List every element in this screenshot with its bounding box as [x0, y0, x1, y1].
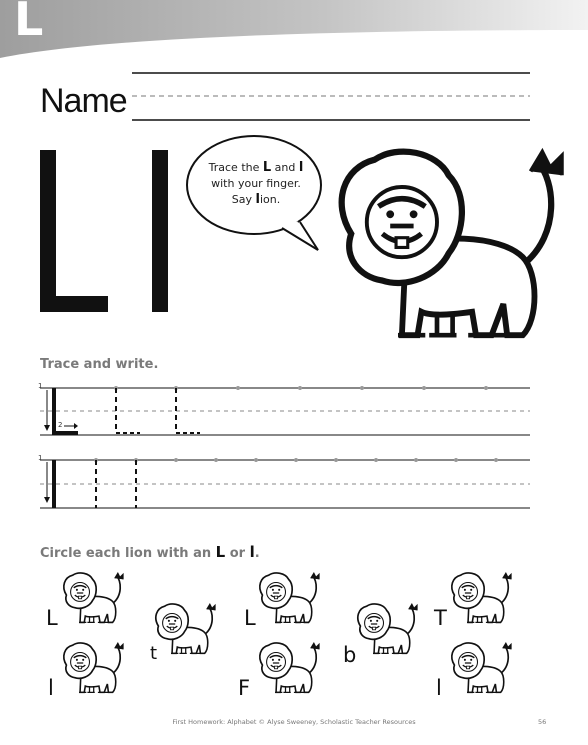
lion-illustration: [342, 152, 562, 336]
row2-step1-number: 1: [38, 454, 43, 462]
circle-title-pre: Circle each lion with an: [40, 546, 216, 561]
circle-title-or: or: [225, 546, 250, 561]
lion-option[interactable]: [430, 640, 518, 704]
trace-row-2-write-area[interactable]: [40, 458, 530, 510]
circle-title-end: .: [254, 546, 260, 561]
lion-option-letter: L: [244, 606, 256, 630]
lion-option-letter: b: [343, 643, 357, 667]
header-letter: L: [14, 0, 44, 46]
bubble-line1-lower: l: [298, 160, 304, 175]
lion-option-letter: L: [46, 606, 58, 630]
lion-option-letter: l: [436, 676, 442, 700]
speech-bubble-text: [198, 160, 314, 208]
lion-option[interactable]: [340, 600, 426, 670]
page-number: 56: [538, 718, 547, 726]
bubble-line3-post: ion.: [259, 193, 281, 206]
bubble-line3-letter: l: [255, 192, 260, 207]
big-lowercase-letter: [152, 150, 168, 312]
lion-option[interactable]: [146, 600, 230, 670]
lion-option-letter: l: [48, 676, 54, 700]
big-uppercase-letter: [40, 150, 56, 310]
row1-step1-number: 1: [38, 382, 43, 390]
circle-title-lower: l: [249, 543, 255, 561]
lion-option[interactable]: [42, 640, 128, 704]
row1-step2-number: 2: [58, 421, 63, 429]
bubble-line3-pre: Say: [231, 193, 256, 206]
big-uppercase-letter-foot: [40, 296, 108, 312]
name-label: Name: [40, 82, 127, 120]
bubble-line2: with your finger.: [211, 177, 301, 190]
lion-option[interactable]: [240, 570, 326, 634]
lion-option-letter: T: [434, 606, 447, 630]
header-band: [0, 0, 588, 58]
bubble-line1-upper: L: [262, 160, 272, 175]
lion-option-letter: t: [150, 643, 158, 664]
trace-section-title: Trace and write.: [40, 357, 159, 372]
lion-option[interactable]: [42, 570, 128, 634]
bubble-line1-pre: Trace the: [208, 161, 263, 174]
name-write-field[interactable]: [132, 66, 530, 122]
lion-option-letter: F: [238, 676, 251, 700]
trace-row-1-write-area[interactable]: [40, 386, 530, 436]
lion-option[interactable]: [430, 570, 518, 634]
footer-credit: First Homework: Alphabet © Alyse Sweeney, Scholastic Teacher Resources: [172, 718, 416, 726]
circle-title-upper: L: [215, 543, 226, 561]
bubble-line1-mid: and: [271, 161, 299, 174]
circle-section-title: [40, 543, 260, 561]
lion-option[interactable]: [234, 640, 326, 704]
